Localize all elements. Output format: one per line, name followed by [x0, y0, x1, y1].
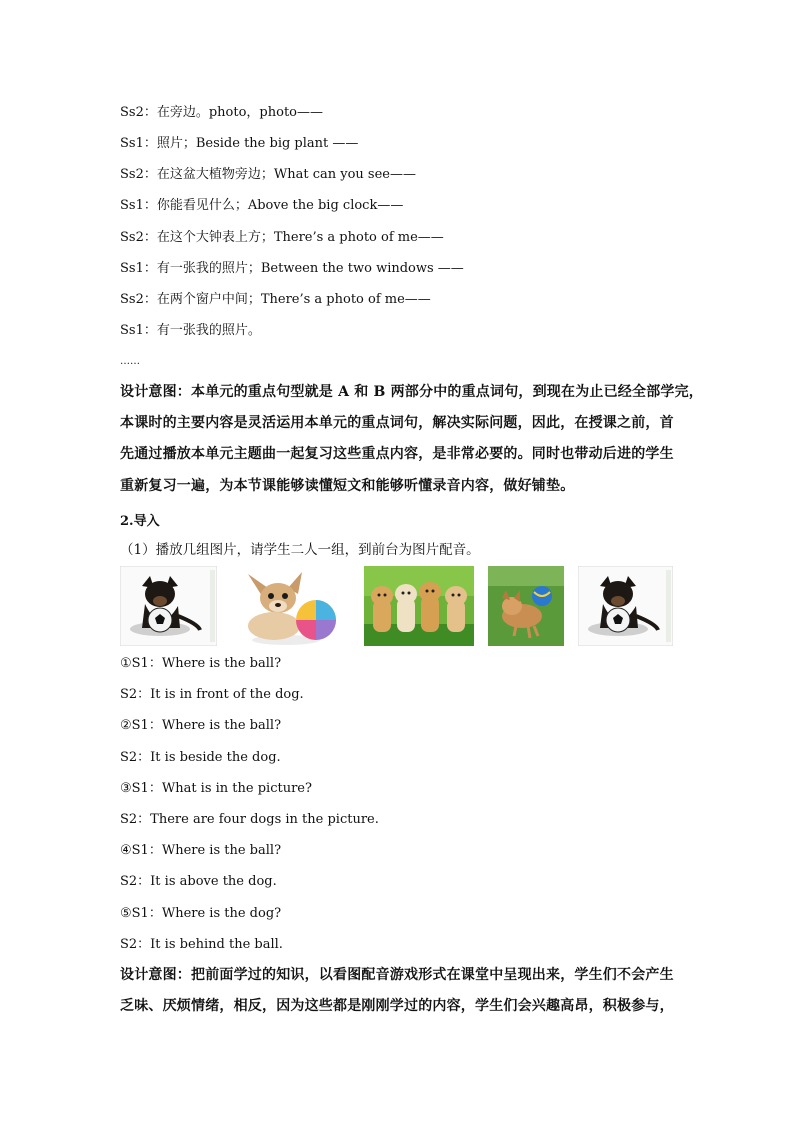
dialogue-line: Ss1：有一张我的照片；Between the two windows ——	[120, 261, 464, 276]
paragraph-line: 重新复习一遍，为本节课能够读懂短文和能够听懂录音内容，做好铺垫。	[120, 477, 575, 494]
paragraph-line: 乏味、厌烦情绪，相反，因为这些都是刚刚学过的内容，学生们会兴趣高昂，积极参与，	[120, 998, 674, 1015]
photo-row	[120, 566, 675, 648]
dialogue-line: S2：It is beside the dog.	[120, 750, 281, 765]
instruction-text: （1）播放几组图片，请学生二人一组，到前台为图片配音。	[120, 542, 480, 558]
dialogue-line: S2：There are four dogs in the picture.	[120, 812, 379, 827]
dialogue-line: ②S1：Where is the ball?	[120, 718, 282, 733]
dialogue-line: S2：It is behind the ball.	[120, 937, 283, 952]
paragraph-line: 设计意图：本单元的重点句型就是 A 和 B 两部分中的重点词句，到现在为止已经全部学完，	[120, 384, 703, 400]
dialogue-line: ⑤S1：Where is the dog?	[120, 906, 282, 921]
dog-with-soccer-ball-image	[120, 566, 217, 646]
paragraph-line: 设计意图：把前面学过的知识，以看图配音游戏形式在课堂中呈现出来，学生们不会产生	[120, 967, 674, 983]
dialogue-line: Ss2：在这个大钟表上方；There’s a photo of me——	[120, 230, 444, 245]
ellipsis: ……	[120, 356, 140, 367]
dialogue-line: Ss2：在两个窗户中间；There’s a photo of me——	[120, 292, 431, 307]
design-intent-paragraph	[120, 960, 675, 1022]
dialogue-line: S2：It is above the dog.	[120, 874, 277, 889]
section-heading: 2.导入	[120, 514, 160, 529]
dialogue-line: Ss1：有一张我的照片。	[120, 323, 261, 338]
dialogue-line: Ss1：照片；Beside the big plant ——	[120, 136, 359, 151]
dialogue-line: S2：It is in front of the dog.	[120, 687, 304, 702]
dialogue-line: Ss1：你能看见什么；Above the big clock——	[120, 198, 404, 213]
dialogue-line: Ss2：在旁边。photo，photo——	[120, 105, 323, 120]
four-puppies-on-grass-image	[364, 566, 474, 646]
design-intent-paragraph	[120, 377, 703, 502]
dialogue-line: ③S1：What is in the picture?	[120, 781, 312, 796]
paragraph-line: 先通过播放本单元主题曲一起复习这些重点内容，是非常必要的。同时也带动后进的学生	[120, 446, 674, 463]
chihuahua-with-ball-image	[240, 566, 338, 646]
dialogue-line: Ss2：在这盆大植物旁边；What can you see——	[120, 167, 416, 182]
dog-with-ball-on-grass-image	[488, 566, 564, 646]
dog-with-soccer-ball-image	[578, 566, 673, 646]
dialogue-line: ④S1：Where is the ball?	[120, 843, 282, 858]
dialogue-line: ①S1：Where is the ball?	[120, 656, 282, 671]
paragraph-line: 本课时的主要内容是灵活运用本单元的重点词句，解决实际问题，因此，在授课之前，首	[120, 415, 674, 432]
